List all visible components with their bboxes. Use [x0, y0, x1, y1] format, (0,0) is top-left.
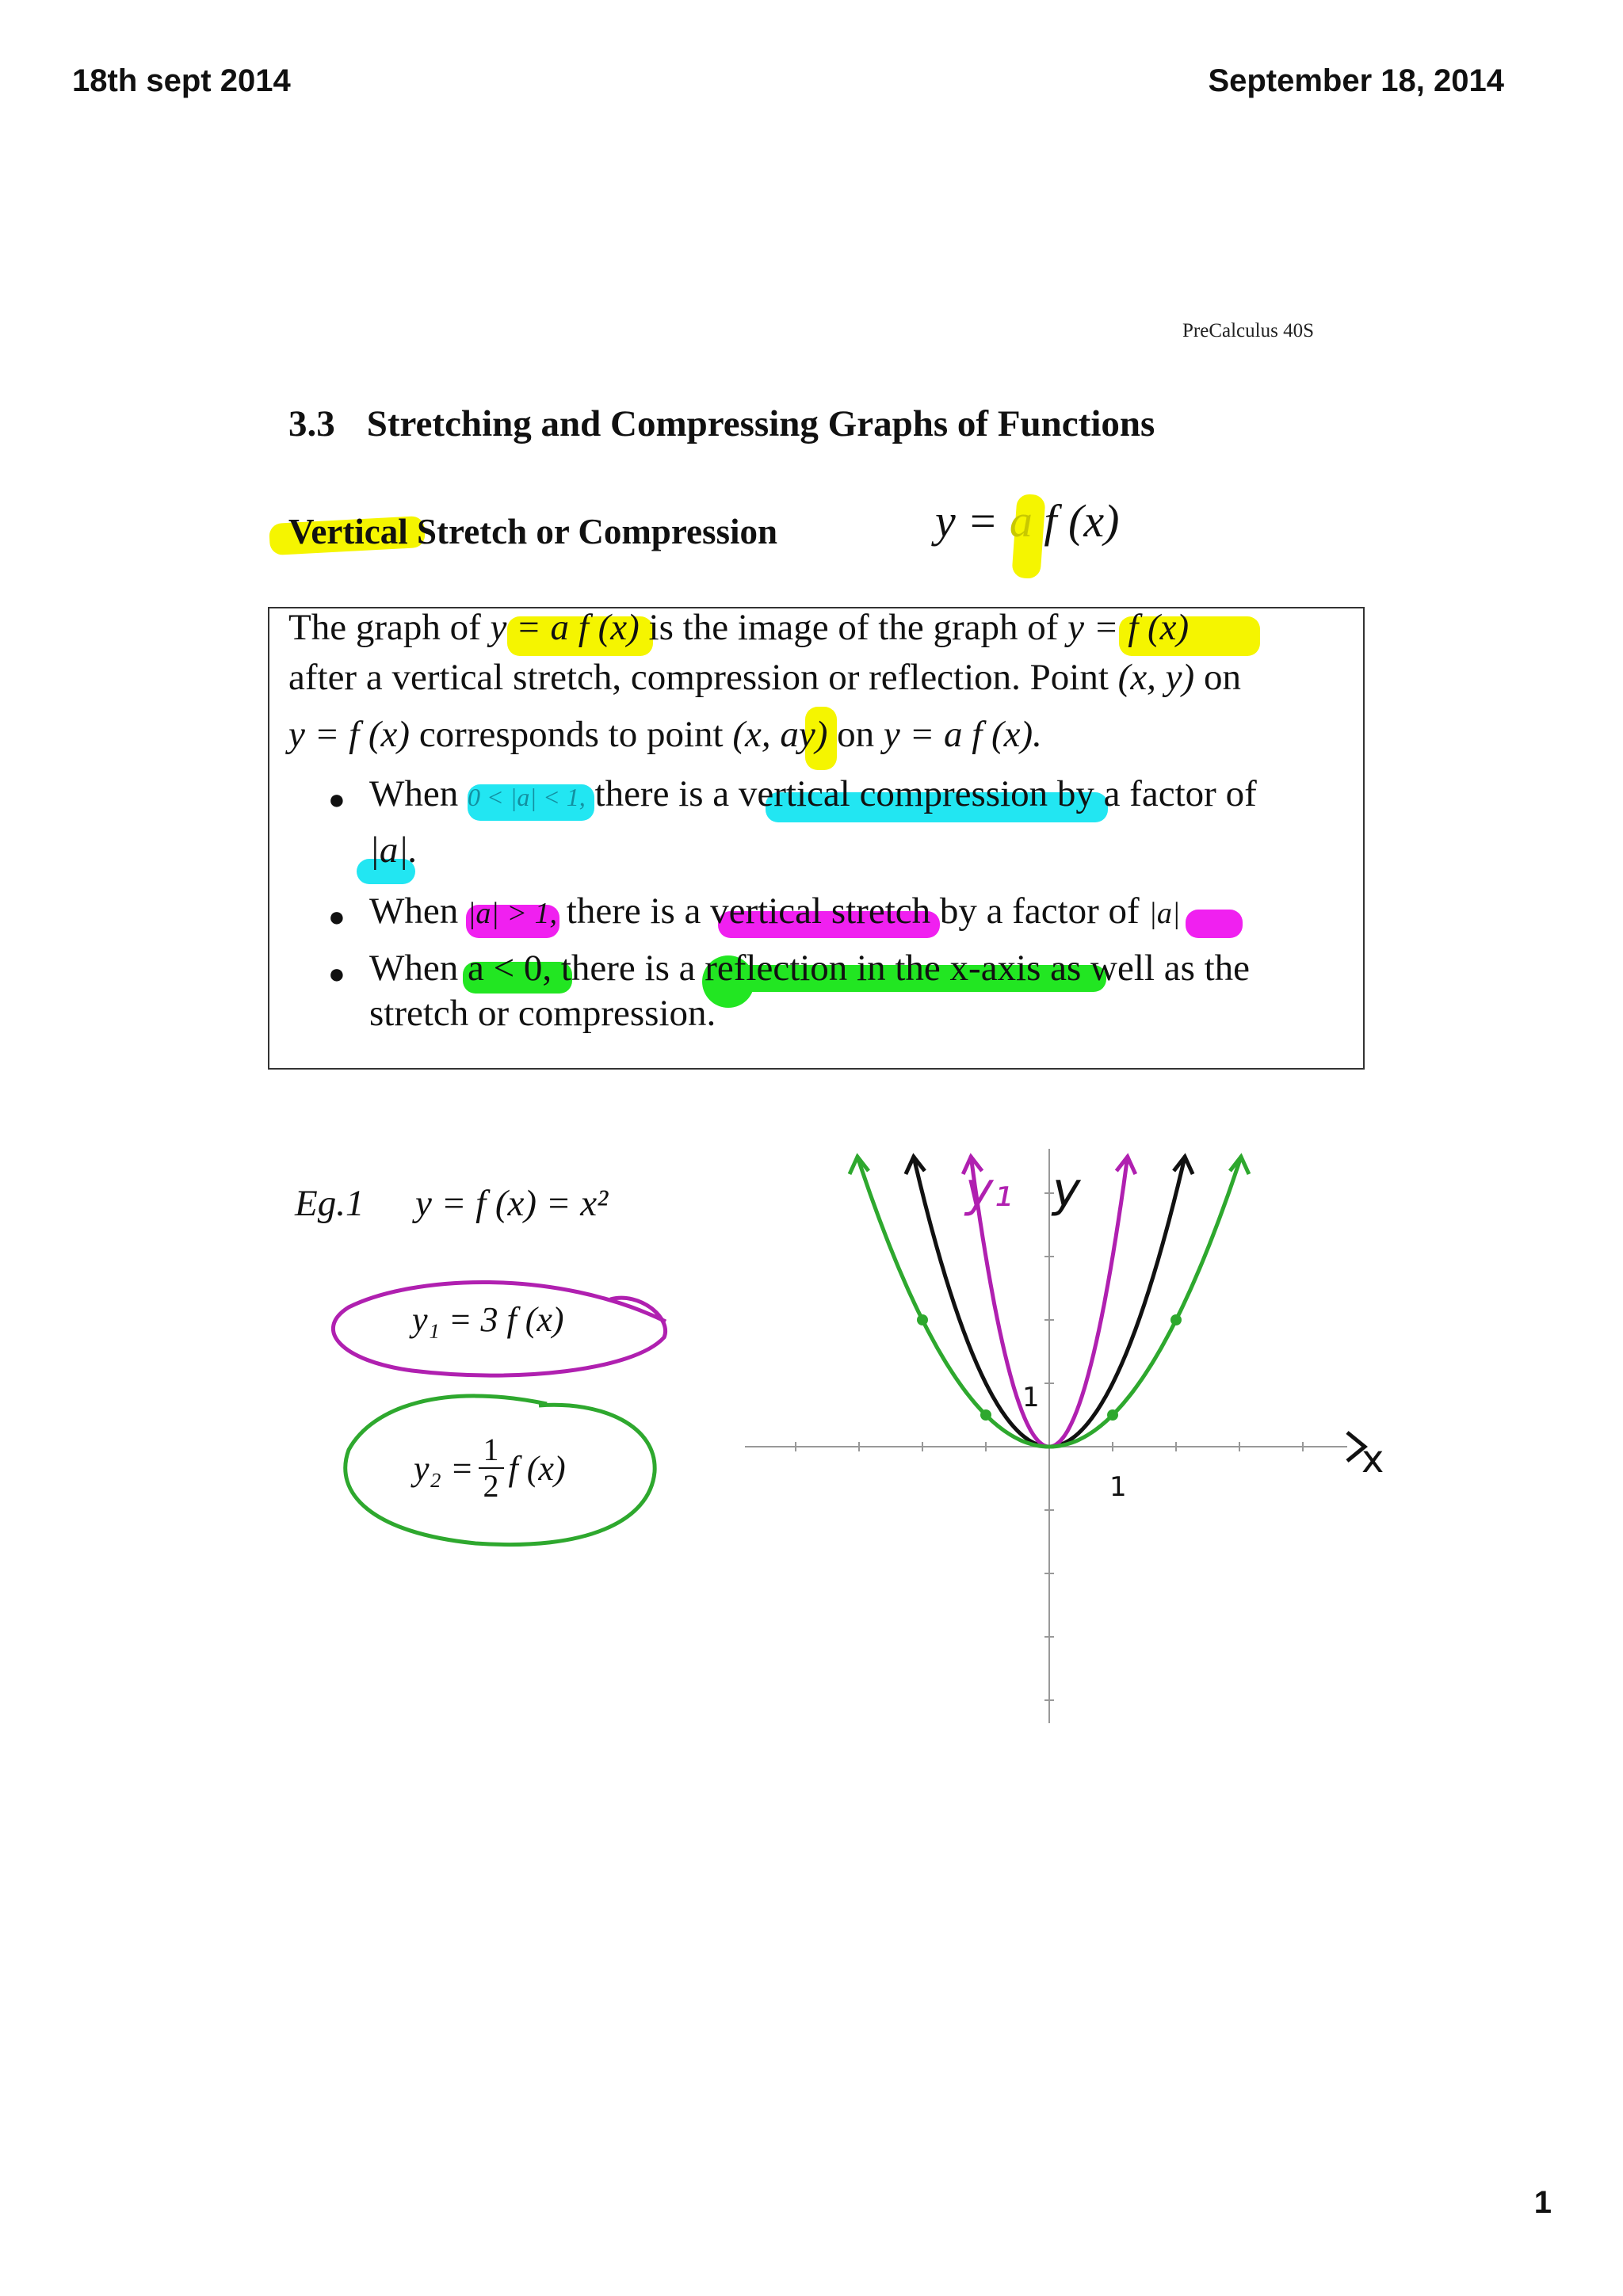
plotted-point: [980, 1409, 991, 1421]
header-right: September 18, 2014: [1208, 63, 1504, 98]
text: f (x): [508, 1448, 566, 1488]
condition: a < 0,: [467, 948, 552, 989]
plotted-point: [1170, 1314, 1182, 1325]
bullet-dot: ●: [328, 784, 346, 815]
section-title-text: Stretching and Compressing Graphs of Functions: [366, 403, 1155, 444]
text: on: [1194, 657, 1241, 698]
parabola-graph: [745, 1133, 1426, 1735]
y2-circle: [346, 1396, 655, 1545]
text: When: [369, 773, 468, 814]
plotted-point: [917, 1314, 928, 1325]
bullet-1-continued: |a|.: [369, 830, 418, 871]
formula: (x, y): [1117, 657, 1195, 698]
formula: y = a f (x).: [883, 714, 1042, 755]
text: after a vertical stretch, compression or reflection. Point: [288, 657, 1118, 698]
formula: (x, ay): [732, 714, 828, 755]
example-y1: y₁ = 3 f (x): [412, 1300, 564, 1339]
formula: y = a f (x): [490, 607, 640, 648]
formula-suffix: f (x): [1032, 495, 1120, 547]
formula: y = f (x): [1067, 607, 1190, 648]
bullet-3-continued: stretch or compression.: [369, 993, 716, 1034]
page-number: 1: [1533, 2185, 1552, 2220]
bullet-dot: ●: [328, 958, 346, 990]
text: The graph of: [288, 607, 491, 648]
formula: y = f (x): [288, 714, 411, 755]
example-base-function: y = f (x) = x²: [415, 1183, 609, 1224]
bullet-dot: ●: [328, 901, 346, 933]
text: there is a vertical stretch by a factor of: [557, 891, 1149, 932]
y1-circle: [333, 1282, 666, 1375]
text: When: [369, 948, 468, 989]
factor: |a|: [1148, 897, 1181, 930]
tick-label-y: 1: [1022, 1382, 1040, 1413]
text: on: [827, 714, 884, 755]
condition: 0 < |a| < 1,: [467, 783, 586, 811]
handwritten-x: x: [1361, 1437, 1384, 1482]
axes: [745, 1149, 1365, 1723]
formula-a: a: [1009, 495, 1033, 547]
condition: |a| > 1,: [467, 897, 558, 930]
example-label: Eg.1: [295, 1183, 365, 1224]
numerator: 1: [479, 1432, 504, 1469]
formula-prefix: y =: [935, 495, 1010, 547]
subsection-title: Vertical Stretch or Compression: [288, 512, 778, 551]
handwritten-y1: y₁: [965, 1162, 1013, 1218]
plotted-point: [1107, 1409, 1118, 1421]
handwritten-y: y: [1052, 1162, 1081, 1218]
header-left: 18th sept 2014: [72, 63, 291, 98]
text: there is a vertical compression by a factor of: [585, 773, 1257, 814]
course-label: PreCalculus 40S: [1182, 320, 1314, 341]
text: corresponds to point: [410, 714, 733, 755]
text: there is a reflection in the x-axis as well as the: [552, 948, 1251, 989]
denominator: 2: [483, 1468, 499, 1504]
text: y₂ =: [414, 1448, 474, 1488]
text: is the image of the graph of: [639, 607, 1068, 648]
tick-label-x: 1: [1109, 1471, 1127, 1503]
section-number: 3.3: [288, 403, 335, 444]
text: When: [369, 891, 468, 932]
